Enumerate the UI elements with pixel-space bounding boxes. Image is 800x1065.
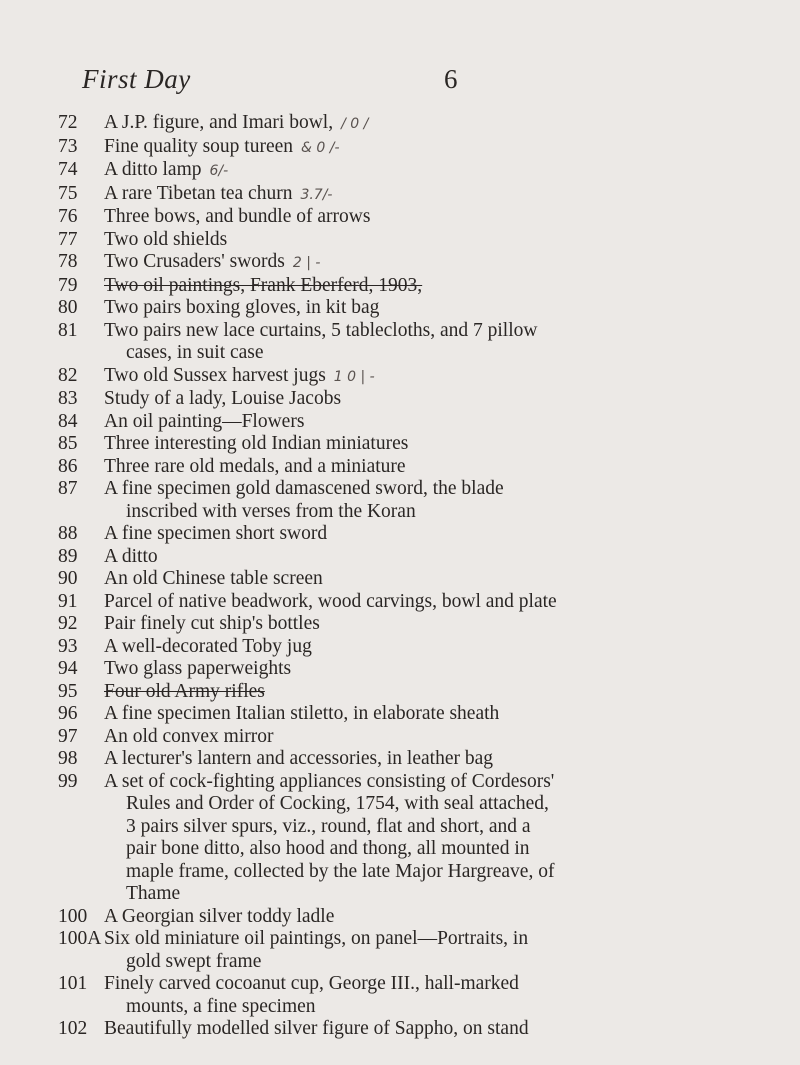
lot-description-line: A fine specimen gold damascened sword, the blade [104,478,504,499]
lot-description [104,928,704,973]
lot-number: 90 [58,568,78,589]
lot-description-line: gold swept frame [126,950,262,972]
lot-description [104,275,704,298]
lot-row [0,613,800,636]
lot-number: 89 [58,545,78,567]
lot-description-line: pair bone ditto, also hood and thong, all mounted in [126,838,530,859]
lot-row [0,546,800,569]
lot-row [0,136,800,160]
lot-number: 96 [58,703,78,724]
lot-description-line: Two Crusaders' swords 2 | - [104,251,321,272]
lot-description-line: A J.P. figure, and Imari bowl, / 0 / [104,112,369,133]
lot-number: 77 [58,228,78,250]
lot-description-line: A fine specimen short sword [104,523,328,544]
lot-description-line: Two old shields [104,228,228,250]
lot-number: 81 [58,319,78,341]
lot-description-line: 3 pairs silver spurs, viz., round, flat and short, and a [126,815,531,837]
lot-row [0,478,800,523]
lot-row [0,681,800,704]
lot-row [0,183,800,207]
lot-description-line: Thame [126,883,181,904]
lot-number: 76 [58,206,78,227]
lot-number: 74 [58,159,78,180]
lot-description-line: A fine specimen Italian stiletto, in elaborate sheath [104,703,500,724]
lot-description-line: mounts, a fine specimen [126,995,316,1017]
lot-description [104,523,704,546]
lot-description [104,906,704,929]
lot-description-line: Six old miniature oil paintings, on panel—Portraits, in [104,928,529,949]
lot-description-line: Beautifully modelled silver figure of Sappho, on stand [104,1018,529,1039]
lot-description-line: Pair finely cut ship's bottles [104,613,320,634]
lot-description [104,456,704,479]
lot-description-line: maple frame, collected by the late Major Hargreave, of [126,860,555,882]
lot-description-line: Three bows, and bundle of arrows [104,206,371,227]
lot-description-line: A set of cock-fighting appliances consisting of Cordesors' [104,770,555,792]
handwritten-price-note: 2 | - [292,255,321,271]
lot-description-line: Three interesting old Indian miniatures [104,433,409,454]
lot-number: 98 [58,748,78,769]
lot-row [0,112,800,136]
page-header [82,64,642,104]
lot-number: 102 [58,1018,88,1039]
lot-row [0,275,800,298]
lot-description-line: An oil painting—Flowers [104,410,305,432]
lot-row [0,251,800,275]
lot-number: 85 [58,433,78,454]
lot-description-line: Three rare old medals, and a miniature [104,455,406,477]
lot-number: 72 [58,112,78,133]
lot-number: 97 [58,725,78,747]
lot-number: 93 [58,635,78,657]
lot-description-line: An old convex mirror [104,725,274,747]
lot-row [0,748,800,771]
lot-description [104,681,704,704]
lot-row [0,928,800,973]
lot-description [104,546,704,569]
lot-description-line: A ditto [104,545,158,567]
lot-row [0,906,800,929]
lot-description [104,1018,704,1041]
lot-number: 86 [58,455,78,477]
lot-row [0,726,800,749]
handwritten-price-note: / 0 / [341,116,369,132]
lot-description [104,478,704,523]
lot-description [104,433,704,456]
lot-description [104,726,704,749]
lot-description-line: Rules and Order of Cocking, 1754, with seal attached, [126,793,549,814]
lot-row [0,411,800,434]
lot-description [104,636,704,659]
lot-row [0,568,800,591]
handwritten-price-note: 6/- [209,163,229,179]
lot-description [104,771,704,906]
lot-row [0,591,800,614]
lot-description [104,206,704,229]
lot-description [104,658,704,681]
lot-number: 87 [58,478,78,499]
lot-row [0,433,800,456]
lot-description [104,251,704,275]
lot-description-line: A rare Tibetan tea churn 3.7/- [104,182,333,204]
lot-description-line: Two pairs boxing gloves, in kit bag [104,297,380,318]
lot-description [104,973,704,1018]
lot-description [104,136,704,160]
page-number: 6 [444,64,458,94]
lot-row [0,206,800,229]
lot-description [104,183,704,207]
lot-description-line: Two old Sussex harvest jugs 1 0 | - [104,364,375,386]
lot-description [104,159,704,183]
lot-description-line: Two pairs new lace curtains, 5 tablecloths, and 7 pillow [104,319,538,341]
lot-description-line: Two oil paintings, Frank Eberferd, 1903, [104,274,423,296]
lot-row [0,456,800,479]
lot-row [0,973,800,1018]
lot-description-line: Four old Army rifles [104,680,265,702]
lot-description [104,411,704,434]
lot-number: 78 [58,251,78,272]
lot-row [0,365,800,389]
lot-number: 94 [58,658,78,679]
lot-description-line: A Georgian silver toddy ladle [104,905,335,927]
lot-description [104,613,704,636]
lot-description [104,112,704,136]
lot-number: 73 [58,135,78,157]
lot-number: 82 [58,364,78,386]
lot-number: 91 [58,590,78,612]
lot-row [0,320,800,365]
lot-row [0,1018,800,1041]
lot-description-line: Study of a lady, Louise Jacobs [104,388,342,409]
lot-number: 100A [58,928,102,949]
handwritten-price-note: 3.7/- [300,186,333,203]
lot-description [104,591,704,614]
lot-number: 80 [58,297,78,318]
lot-number: 101 [58,973,88,994]
lot-description-line: A ditto lamp 6/- [104,159,229,180]
lot-description-line: An old Chinese table screen [104,568,323,589]
lot-description-line: Two glass paperweights [104,658,292,679]
lot-row [0,523,800,546]
running-title: First Day [82,64,191,94]
lot-row [0,229,800,252]
lot-list [0,112,800,1041]
lot-description [104,297,704,320]
lot-description-line: Parcel of native beadwork, wood carvings, bowl and plate [104,590,557,612]
lot-number: 83 [58,388,78,409]
lot-description [104,388,704,411]
lot-description [104,703,704,726]
lot-number: 99 [58,770,78,792]
lot-description [104,320,704,365]
handwritten-price-note: 1 0 | - [333,368,375,385]
lot-number: 88 [58,523,78,544]
lot-number: 79 [58,274,78,296]
lot-number: 95 [58,680,78,702]
lot-description [104,365,704,389]
lot-row [0,658,800,681]
lot-number: 92 [58,613,78,634]
lot-description [104,229,704,252]
lot-number: 84 [58,410,78,432]
lot-description-line: cases, in suit case [126,342,264,363]
lot-row [0,771,800,906]
lot-row [0,388,800,411]
lot-description-line: A lecturer's lantern and accessories, in leather bag [104,748,494,769]
lot-description-line: A well-decorated Toby jug [104,635,312,657]
lot-description-line: Finely carved cocoanut cup, George III., hall-marked [104,973,519,994]
handwritten-price-note: & 0 /- [301,139,340,156]
lot-description [104,748,704,771]
lot-number: 75 [58,182,78,204]
lot-row [0,636,800,659]
lot-row [0,159,800,183]
lot-description-line: inscribed with verses from the Koran [126,500,416,522]
lot-row [0,297,800,320]
lot-description-line: Fine quality soup tureen & 0 /- [104,135,340,157]
lot-description [104,568,704,591]
lot-number: 100 [58,905,88,927]
lot-row [0,703,800,726]
